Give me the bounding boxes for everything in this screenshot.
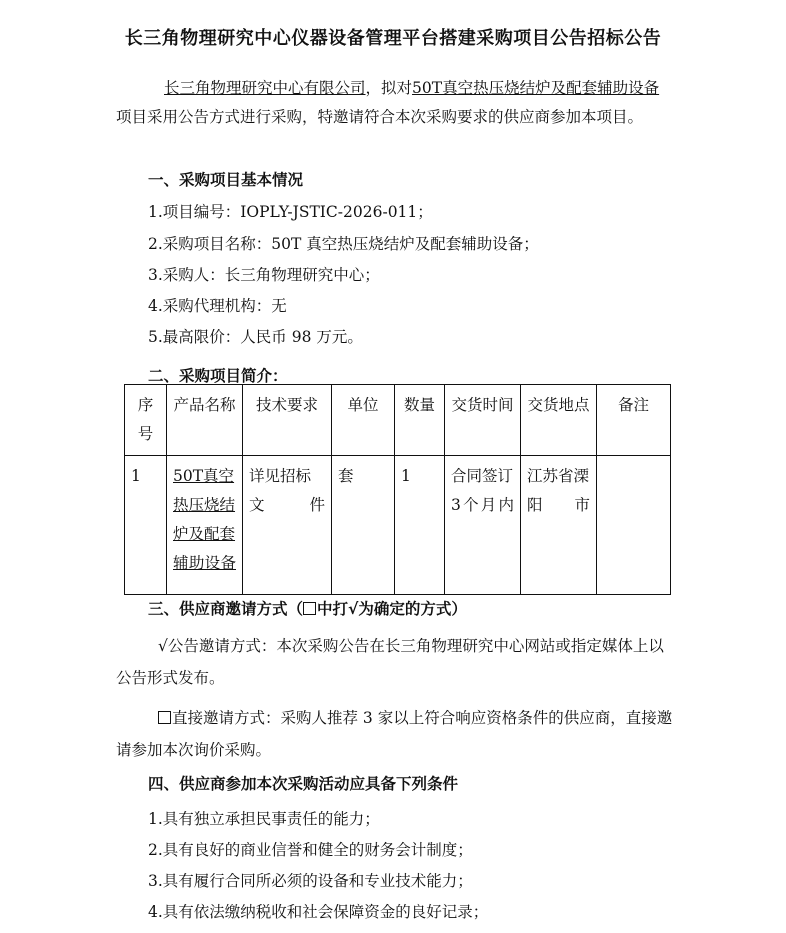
table-cell — [597, 456, 671, 595]
table-cell: 详见招标文件 — [243, 456, 332, 595]
direct-invite-paragraph — [116, 702, 676, 766]
intro-paragraph — [116, 74, 668, 132]
direct-invite-text: 直接邀请方式：采购人推荐 3 家以上符合响应资格条件的供应商，直接邀请参加本次询价采购。 — [116, 709, 673, 759]
table-cell-product: 50T真空热压烧结炉及配套辅助设备 — [167, 456, 243, 595]
intro-text-b: 项目采用公告方式进行采购，特邀请符合本次采购要求的供应商参加本项目。 — [116, 108, 644, 126]
section1-item: 1.项目编号：IOPLY-JSTIC-2026-011； — [148, 203, 433, 221]
table-header-cell: 交货时间 — [445, 385, 521, 456]
table-header-cell: 序号 — [125, 385, 167, 456]
section3-heading-a: 三、供应商邀请方式（ — [148, 600, 304, 618]
table-cell: 江苏省溧阳市 — [521, 456, 597, 595]
table-row — [125, 456, 671, 595]
document-title: 长三角物理研究中心仪器设备管理平台搭建采购项目公告招标公告 — [124, 28, 662, 49]
public-invite-text: √公告邀请方式：本次采购公告在长三角物理研究中心网站或指定媒体上以公告形式发布。 — [116, 637, 664, 687]
section1-item: 3.采购人：长三角物理研究中心； — [148, 266, 380, 284]
section1-item: 5.最高限价：人民币 98 万元。 — [148, 328, 363, 346]
product-table — [124, 384, 671, 595]
public-invite-paragraph — [116, 630, 676, 694]
intro-text-a: ，拟对 — [365, 79, 413, 97]
table-header-cell: 交货地点 — [521, 385, 597, 456]
direct-invite-wrap — [116, 709, 672, 759]
table-header-cell: 技术要求 — [243, 385, 332, 456]
table-cell: 1 — [125, 456, 167, 595]
table-header-cell: 单位 — [332, 385, 395, 456]
section4-item: 2.具有良好的商业信誉和健全的财务会计制度； — [148, 841, 473, 859]
section4-item: 4.具有依法缴纳税收和社会保障资金的良好记录； — [148, 903, 489, 921]
section4-heading: 四、供应商参加本次采购活动应具备下列条件 — [148, 775, 459, 793]
table-header-cell: 数量 — [395, 385, 445, 456]
section3-heading-b: 中打√为确定的方式） — [317, 600, 467, 618]
section1-item: 2.采购项目名称：50T 真空热压烧结炉及配套辅助设备； — [148, 235, 539, 253]
table-cell: 1 — [395, 456, 445, 595]
checkbox-icon — [158, 711, 171, 724]
table-header-cell: 产品名称 — [167, 385, 243, 456]
section2-heading: 二、采购项目简介： — [148, 367, 288, 385]
intro-org: 长三角物理研究中心有限公司 — [164, 79, 366, 97]
section4-item: 3.具有履行合同所必须的设备和专业技术能力； — [148, 872, 473, 890]
section3-heading — [148, 597, 467, 619]
checkbox-icon — [303, 602, 316, 615]
table-header-cell: 备注 — [597, 385, 671, 456]
table-header-row — [125, 385, 671, 456]
section1-heading: 一、采购项目基本情况 — [148, 171, 304, 189]
intro-project: 50T真空热压烧结炉及配套辅助设备 — [412, 79, 660, 97]
section4-item: 1.具有独立承担民事责任的能力； — [148, 810, 380, 828]
section1-item: 4.采购代理机构：无 — [148, 297, 287, 315]
table-cell: 套 — [332, 456, 395, 595]
table-cell: 合同签订3个月内 — [445, 456, 521, 595]
